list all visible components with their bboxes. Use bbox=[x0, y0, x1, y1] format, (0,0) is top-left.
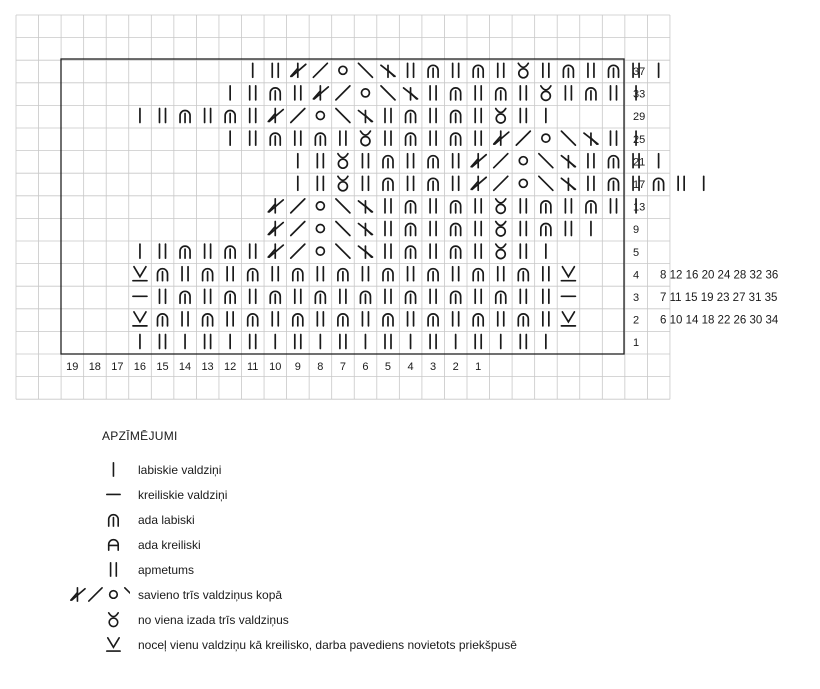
slip-purlwise-icon bbox=[133, 267, 147, 281]
decrease-right-icon bbox=[358, 224, 372, 236]
yarn-over-icon bbox=[205, 335, 211, 349]
cable-knit-icon bbox=[270, 291, 280, 303]
cable-knit-icon bbox=[451, 291, 461, 303]
decrease-left-icon bbox=[268, 244, 283, 258]
cable-knit-icon bbox=[225, 291, 235, 303]
cable-knit-icon bbox=[428, 156, 438, 168]
row-label: 37 bbox=[633, 66, 646, 78]
legend-icons bbox=[30, 483, 130, 507]
cable-knit-icon bbox=[428, 269, 438, 281]
yarn-over-icon bbox=[250, 86, 256, 100]
cable-knit-icon bbox=[383, 178, 393, 190]
backslash-icon bbox=[358, 63, 372, 77]
decrease-right-icon bbox=[358, 111, 372, 123]
column-label: 12 bbox=[224, 361, 237, 373]
yarn-over-icon bbox=[430, 131, 436, 145]
row-label: 21 bbox=[633, 156, 646, 169]
legend-icons bbox=[30, 633, 130, 657]
yarn-over-icon bbox=[295, 131, 301, 145]
legend-icons bbox=[30, 458, 130, 482]
cable-knit-icon bbox=[158, 269, 168, 281]
legend-icons bbox=[30, 558, 130, 582]
yarn-over-icon bbox=[588, 176, 594, 190]
yarn-over-icon bbox=[272, 63, 278, 77]
yarn-over-icon bbox=[408, 63, 414, 77]
cable-knit-icon bbox=[406, 133, 416, 145]
yarn-over-icon bbox=[520, 289, 526, 303]
yarn-over-icon bbox=[317, 267, 323, 281]
yarn-over-icon bbox=[111, 563, 117, 576]
cable-knit-icon bbox=[203, 269, 213, 281]
slip-purlwise-icon bbox=[133, 312, 147, 326]
yarn-over-icon bbox=[475, 131, 481, 145]
yarn-over-icon bbox=[295, 335, 301, 349]
increase-three-icon bbox=[496, 109, 506, 124]
backslash-icon bbox=[381, 86, 395, 100]
row-label: 29 bbox=[633, 111, 646, 124]
yarn-over-icon bbox=[272, 312, 278, 326]
yarn-over-icon bbox=[588, 63, 594, 77]
yarn-over-icon bbox=[205, 244, 211, 258]
yarn-over-icon bbox=[611, 86, 617, 100]
yarn-over-icon bbox=[250, 335, 256, 349]
yarn-over-icon bbox=[520, 222, 526, 236]
cable-knit-icon bbox=[383, 314, 393, 326]
slash-icon bbox=[313, 63, 327, 77]
circle-icon bbox=[542, 134, 550, 142]
column-label: 4 bbox=[407, 361, 414, 373]
cable-knit-icon bbox=[109, 515, 119, 526]
legend-item-knit bbox=[30, 458, 730, 482]
cable-knit-icon bbox=[451, 88, 461, 100]
yarn-over-icon bbox=[250, 109, 256, 123]
side-row-list: 6 10 14 18 22 26 30 34 bbox=[660, 314, 779, 327]
decrease-right-icon bbox=[404, 88, 418, 100]
circle-icon bbox=[110, 591, 118, 599]
yarn-over-icon bbox=[362, 154, 368, 168]
yarn-over-icon bbox=[678, 176, 684, 190]
cable-knit-icon bbox=[541, 201, 551, 213]
cable-knit-icon bbox=[158, 314, 168, 326]
yarn-over-icon bbox=[543, 63, 549, 77]
slip-purlwise-icon bbox=[107, 638, 120, 651]
decrease-right-icon bbox=[381, 65, 395, 77]
decrease-left-icon bbox=[471, 176, 486, 190]
column-label: 19 bbox=[66, 361, 79, 373]
yarn-over-icon bbox=[182, 267, 188, 281]
legend-icons bbox=[30, 583, 130, 607]
circle-icon bbox=[339, 66, 347, 74]
legend-item-slip bbox=[30, 633, 730, 657]
legend-title: APZĪMĒJUMI bbox=[102, 429, 178, 443]
yarn-over-icon bbox=[430, 109, 436, 123]
cable-knit-icon bbox=[338, 314, 348, 326]
cable-knit-icon bbox=[203, 314, 213, 326]
yarn-over-icon bbox=[520, 244, 526, 258]
legend-label: labiskie valdziņi bbox=[138, 463, 222, 477]
cable-knit-icon bbox=[451, 133, 461, 145]
cable-knit-icon bbox=[180, 291, 190, 303]
yarn-over-icon bbox=[362, 176, 368, 190]
yarn-over-icon bbox=[475, 199, 481, 213]
yarn-over-icon bbox=[565, 86, 571, 100]
yarn-over-icon bbox=[453, 154, 459, 168]
cable-knit-icon bbox=[248, 314, 258, 326]
legend-item-increase bbox=[30, 608, 730, 632]
cable-knit-icon bbox=[451, 246, 461, 258]
yarn-over-icon bbox=[520, 109, 526, 123]
cable-knit-icon bbox=[248, 269, 258, 281]
backslash-icon bbox=[336, 199, 350, 213]
yarn-over-icon bbox=[453, 63, 459, 77]
legend-item-purl bbox=[30, 483, 730, 507]
yarn-over-icon bbox=[430, 86, 436, 100]
cable-knit-icon bbox=[451, 111, 461, 123]
legend-label: ada labiski bbox=[138, 513, 195, 527]
yarn-over-icon bbox=[453, 176, 459, 190]
yarn-over-icon bbox=[362, 267, 368, 281]
legend-icons bbox=[30, 533, 130, 557]
yarn-over-icon bbox=[340, 131, 346, 145]
yarn-over-icon bbox=[160, 244, 166, 258]
yarn-over-icon bbox=[385, 335, 391, 349]
legend-label: no viena izada trīs valdziņus bbox=[138, 613, 289, 627]
legend-label: noceļ vienu valdziņu kā kreilisko, darba pavediens novietots priekšpusē bbox=[138, 638, 517, 652]
cable-knit-icon bbox=[654, 178, 664, 190]
cable-knit-icon bbox=[451, 224, 461, 236]
cable-knit-icon bbox=[270, 88, 280, 100]
yarn-over-icon bbox=[430, 289, 436, 303]
row-label: 25 bbox=[633, 133, 646, 146]
circle-icon bbox=[519, 157, 527, 165]
legend-label: apmetums bbox=[138, 563, 195, 577]
cable-knit-icon bbox=[338, 269, 348, 281]
circle-icon bbox=[316, 247, 324, 255]
decrease-left-icon bbox=[313, 86, 328, 100]
cable-knit-icon bbox=[609, 65, 619, 77]
cable-knit-icon bbox=[383, 156, 393, 168]
yarn-over-icon bbox=[520, 199, 526, 213]
yarn-over-icon bbox=[611, 199, 617, 213]
row-label: 2 bbox=[633, 314, 640, 327]
cable-knit-icon bbox=[180, 111, 190, 123]
yarn-over-icon bbox=[453, 312, 459, 326]
yarn-over-icon bbox=[385, 199, 391, 213]
yarn-over-icon bbox=[430, 244, 436, 258]
increase-three-icon bbox=[109, 613, 119, 627]
backslash-icon bbox=[539, 176, 553, 190]
column-label: 7 bbox=[339, 361, 346, 373]
yarn-over-icon bbox=[182, 312, 188, 326]
yarn-over-icon bbox=[340, 335, 346, 349]
cable-knit-icon bbox=[315, 291, 325, 303]
yarn-over-icon bbox=[543, 267, 549, 281]
yarn-over-icon bbox=[565, 222, 571, 236]
yarn-over-icon bbox=[385, 109, 391, 123]
yarn-over-icon bbox=[543, 312, 549, 326]
cable-knit-icon bbox=[428, 178, 438, 190]
yarn-over-icon bbox=[385, 131, 391, 145]
yarn-over-icon bbox=[565, 199, 571, 213]
circle-icon bbox=[316, 202, 324, 210]
yarn-over-icon bbox=[408, 176, 414, 190]
cable-knit-icon bbox=[586, 88, 596, 100]
legend-label: ada kreiliski bbox=[138, 538, 201, 552]
yarn-over-icon bbox=[317, 312, 323, 326]
column-label: 9 bbox=[294, 361, 301, 373]
side-row-list: 7 11 15 19 23 27 31 35 bbox=[660, 292, 778, 304]
decrease-right-icon bbox=[561, 156, 575, 168]
yarn-over-icon bbox=[430, 199, 436, 213]
yarn-over-icon bbox=[272, 267, 278, 281]
increase-three-icon bbox=[360, 131, 370, 146]
column-label: 5 bbox=[384, 361, 392, 373]
decrease-left-icon bbox=[268, 199, 283, 213]
column-label: 11 bbox=[246, 361, 259, 373]
decrease-right-icon bbox=[584, 133, 598, 145]
decrease-left-icon bbox=[494, 131, 509, 145]
row-label: 17 bbox=[633, 179, 646, 191]
cable-knit-icon bbox=[315, 133, 325, 145]
slash-icon bbox=[494, 176, 508, 190]
cable-knit-icon bbox=[225, 111, 235, 123]
yarn-over-icon bbox=[475, 86, 481, 100]
backslash-icon bbox=[336, 222, 350, 236]
cable-knit-icon bbox=[563, 65, 573, 77]
cable-knit-icon bbox=[473, 269, 483, 281]
yarn-over-icon bbox=[475, 109, 481, 123]
row-label: 13 bbox=[633, 201, 646, 214]
yarn-over-icon bbox=[520, 86, 526, 100]
cable-knit-icon bbox=[428, 65, 438, 77]
increase-three-icon bbox=[496, 199, 506, 214]
yarn-over-icon bbox=[250, 131, 256, 145]
yarn-over-icon bbox=[340, 289, 346, 303]
cable-knit-icon bbox=[473, 314, 483, 326]
yarn-over-icon bbox=[408, 267, 414, 281]
cable-knit-icon bbox=[406, 224, 416, 236]
cable-knit-icon bbox=[406, 111, 416, 123]
legend-item-cable-knit bbox=[30, 508, 730, 532]
column-label: 17 bbox=[111, 361, 124, 373]
yarn-over-icon bbox=[160, 335, 166, 349]
column-label: 10 bbox=[269, 361, 282, 373]
yarn-over-icon bbox=[475, 244, 481, 258]
yarn-over-icon bbox=[160, 109, 166, 123]
increase-three-icon bbox=[541, 86, 551, 101]
side-row-list: 8 12 16 20 24 28 32 36 bbox=[660, 269, 779, 282]
decrease-left-icon bbox=[268, 109, 283, 123]
cable-knit-icon bbox=[586, 201, 596, 213]
slash-icon bbox=[291, 109, 305, 123]
slash-icon bbox=[291, 199, 305, 213]
legend-label: savieno trīs valdziņus kopā bbox=[138, 588, 283, 602]
cable-purl-icon bbox=[109, 540, 119, 550]
cable-knit-icon bbox=[428, 314, 438, 326]
increase-three-icon bbox=[496, 244, 506, 259]
yarn-over-icon bbox=[317, 154, 323, 168]
backslash-icon bbox=[125, 588, 130, 601]
decrease-left-icon bbox=[268, 222, 283, 236]
cable-knit-icon bbox=[225, 246, 235, 258]
row-label: 4 bbox=[633, 269, 640, 282]
column-label: 2 bbox=[452, 361, 459, 373]
row-label: 33 bbox=[633, 88, 646, 101]
cable-knit-icon bbox=[609, 178, 619, 190]
column-label: 18 bbox=[88, 361, 101, 373]
slash-icon bbox=[291, 244, 305, 258]
increase-three-icon bbox=[496, 222, 506, 237]
decrease-left-icon bbox=[291, 63, 306, 77]
slash-icon bbox=[494, 154, 508, 168]
decrease-left-icon bbox=[71, 588, 85, 601]
slash-icon bbox=[336, 86, 350, 100]
yarn-over-icon bbox=[498, 267, 504, 281]
cable-knit-icon bbox=[406, 201, 416, 213]
slash-icon bbox=[516, 131, 530, 145]
column-label: 1 bbox=[475, 361, 482, 373]
yarn-over-icon bbox=[295, 86, 301, 100]
cable-knit-icon bbox=[360, 291, 370, 303]
cable-knit-icon bbox=[180, 246, 190, 258]
column-label: 13 bbox=[201, 361, 214, 373]
yarn-over-icon bbox=[408, 154, 414, 168]
yarn-over-icon bbox=[227, 312, 233, 326]
legend-item-cable-purl bbox=[30, 533, 730, 557]
row-labels bbox=[633, 66, 645, 349]
cable-knit-icon bbox=[496, 291, 506, 303]
slip-purlwise-icon bbox=[561, 267, 575, 281]
column-label: 15 bbox=[156, 361, 169, 373]
legend-label: kreiliskie valdziņi bbox=[138, 488, 228, 502]
cable-knit-icon bbox=[383, 269, 393, 281]
yarn-over-icon bbox=[498, 63, 504, 77]
cable-knit-icon bbox=[293, 269, 303, 281]
yarn-over-icon bbox=[250, 244, 256, 258]
yarn-over-icon bbox=[498, 312, 504, 326]
yarn-over-icon bbox=[475, 222, 481, 236]
cable-knit-icon bbox=[451, 201, 461, 213]
legend-item-yarn-over bbox=[30, 558, 730, 582]
cable-knit-icon bbox=[518, 314, 528, 326]
circle-icon bbox=[316, 225, 324, 233]
column-label: 16 bbox=[133, 361, 147, 373]
decrease-right-icon bbox=[358, 201, 372, 213]
backslash-icon bbox=[336, 244, 350, 258]
legend-icons bbox=[30, 508, 130, 532]
cable-knit-icon bbox=[518, 269, 528, 281]
circle-icon bbox=[316, 112, 324, 120]
row-label: 9 bbox=[633, 224, 640, 237]
column-label: 14 bbox=[178, 361, 192, 373]
yarn-over-icon bbox=[317, 176, 323, 190]
yarn-over-icon bbox=[453, 267, 459, 281]
cable-knit-icon bbox=[406, 291, 416, 303]
yarn-over-icon bbox=[205, 289, 211, 303]
legend-icons bbox=[30, 608, 130, 632]
row-label: 5 bbox=[633, 246, 640, 259]
slash-icon bbox=[89, 588, 102, 601]
yarn-over-icon bbox=[475, 289, 481, 303]
backslash-icon bbox=[561, 131, 575, 145]
yarn-over-icon bbox=[385, 289, 391, 303]
decrease-left-icon bbox=[471, 154, 486, 168]
slip-purlwise-icon bbox=[561, 312, 575, 326]
row-label: 1 bbox=[633, 337, 640, 350]
column-label: 6 bbox=[362, 361, 369, 373]
increase-three-icon bbox=[338, 176, 348, 191]
row-label: 3 bbox=[633, 292, 640, 304]
yarn-over-icon bbox=[250, 289, 256, 303]
yarn-over-icon bbox=[611, 131, 617, 145]
side-row-numbers bbox=[660, 269, 779, 326]
circle-icon bbox=[361, 89, 369, 97]
increase-three-icon bbox=[518, 63, 528, 78]
yarn-over-icon bbox=[295, 289, 301, 303]
yarn-over-icon bbox=[588, 154, 594, 168]
yarn-over-icon bbox=[160, 289, 166, 303]
cable-knit-icon bbox=[541, 224, 551, 236]
yarn-over-icon bbox=[430, 222, 436, 236]
cable-knit-icon bbox=[473, 65, 483, 77]
circle-icon bbox=[519, 179, 527, 187]
decrease-right-icon bbox=[358, 246, 372, 258]
yarn-over-icon bbox=[205, 109, 211, 123]
cable-knit-icon bbox=[609, 156, 619, 168]
legend-item-decrease bbox=[30, 583, 730, 607]
cable-knit-icon bbox=[270, 133, 280, 145]
yarn-over-icon bbox=[543, 289, 549, 303]
cable-knit-icon bbox=[406, 246, 416, 258]
yarn-over-icon bbox=[520, 335, 526, 349]
yarn-over-icon bbox=[362, 312, 368, 326]
yarn-over-icon bbox=[408, 312, 414, 326]
cable-knit-icon bbox=[496, 88, 506, 100]
yarn-over-icon bbox=[385, 244, 391, 258]
column-label: 3 bbox=[430, 361, 437, 373]
yarn-over-icon bbox=[227, 267, 233, 281]
backslash-icon bbox=[336, 109, 350, 123]
yarn-over-icon bbox=[430, 335, 436, 349]
slash-icon bbox=[291, 222, 305, 236]
yarn-over-icon bbox=[475, 335, 481, 349]
column-label: 8 bbox=[317, 361, 324, 373]
cable-knit-icon bbox=[293, 314, 303, 326]
backslash-icon bbox=[539, 154, 553, 168]
decrease-right-icon bbox=[561, 178, 575, 190]
increase-three-icon bbox=[338, 154, 348, 169]
yarn-over-icon bbox=[385, 222, 391, 236]
